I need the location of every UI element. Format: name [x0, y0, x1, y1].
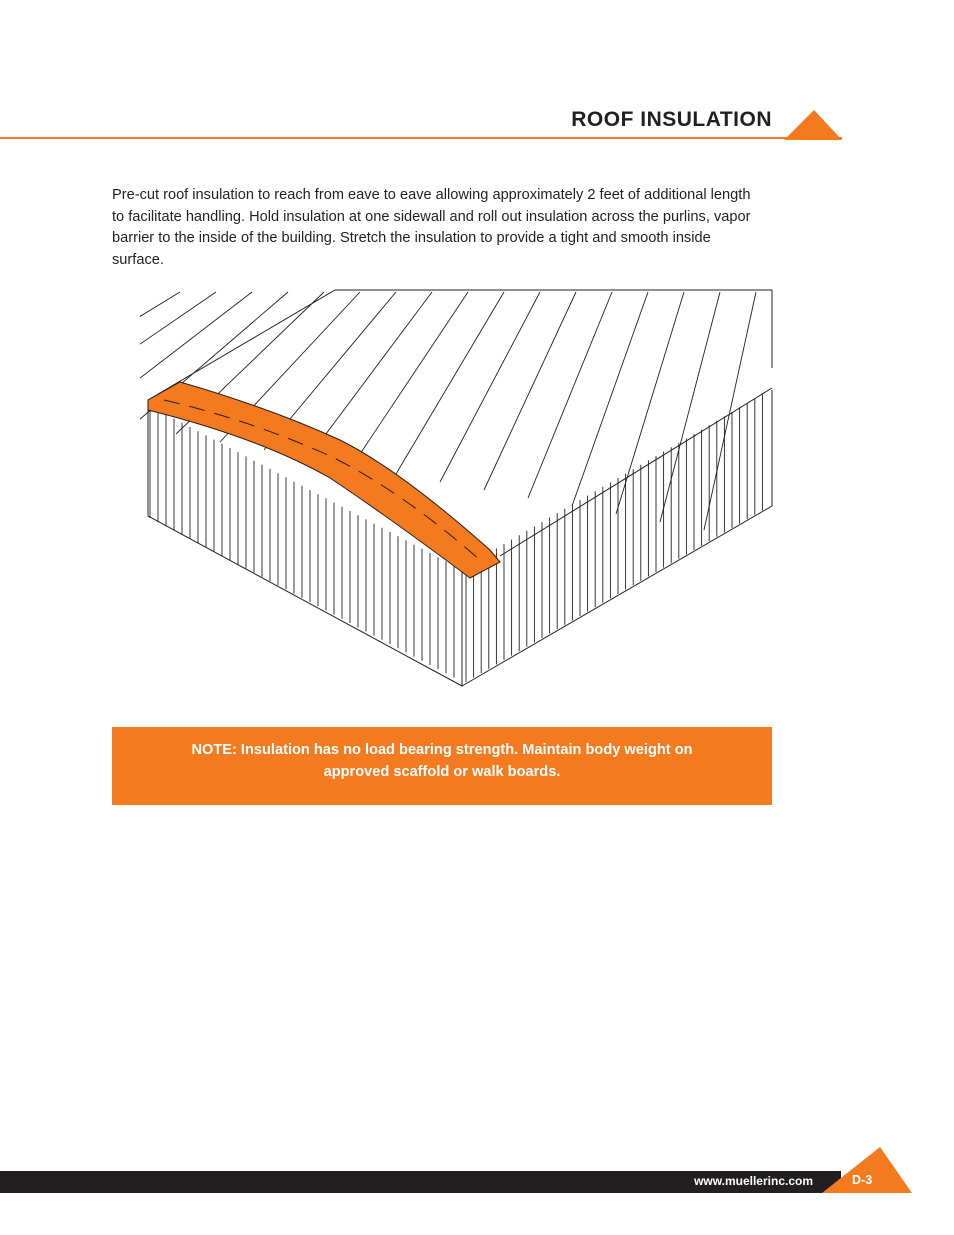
footer-url-link[interactable]: www.muellerinc.com — [694, 1174, 813, 1188]
page-number: D-3 — [852, 1173, 873, 1187]
roof-panel-rib — [660, 292, 720, 522]
metal-building-roof-insulation-illustration — [140, 288, 780, 688]
triangle-accent-icon — [784, 110, 842, 140]
note-callout — [112, 727, 772, 805]
roof-panel-rib — [352, 292, 468, 466]
roof-panel-rib — [484, 292, 576, 490]
roof-panel-rib — [440, 292, 540, 482]
note-text: NOTE: Insulation has no load bearing strength. Maintain body weight on approved scaffold or walk boards. — [191, 742, 693, 780]
roof-panel-rib — [616, 292, 684, 514]
header-rule — [0, 137, 842, 139]
roof-panel-rib — [572, 292, 648, 506]
intro-paragraph: Pre-cut roof insulation to reach from eave to eave allowing approximately 2 feet of additional length to facilitate handling. Hold insulation at one sidewall and roll out insulation across the purlins, vapor barrier to the inside of the building. Stretch the insulation to provide a tight and smooth inside surface. — [112, 187, 751, 269]
footer-bar — [0, 1171, 841, 1193]
roof-panel-rib — [704, 292, 756, 530]
roof-panel-rib — [528, 292, 612, 498]
page-title: ROOF INSULATION — [571, 108, 772, 131]
